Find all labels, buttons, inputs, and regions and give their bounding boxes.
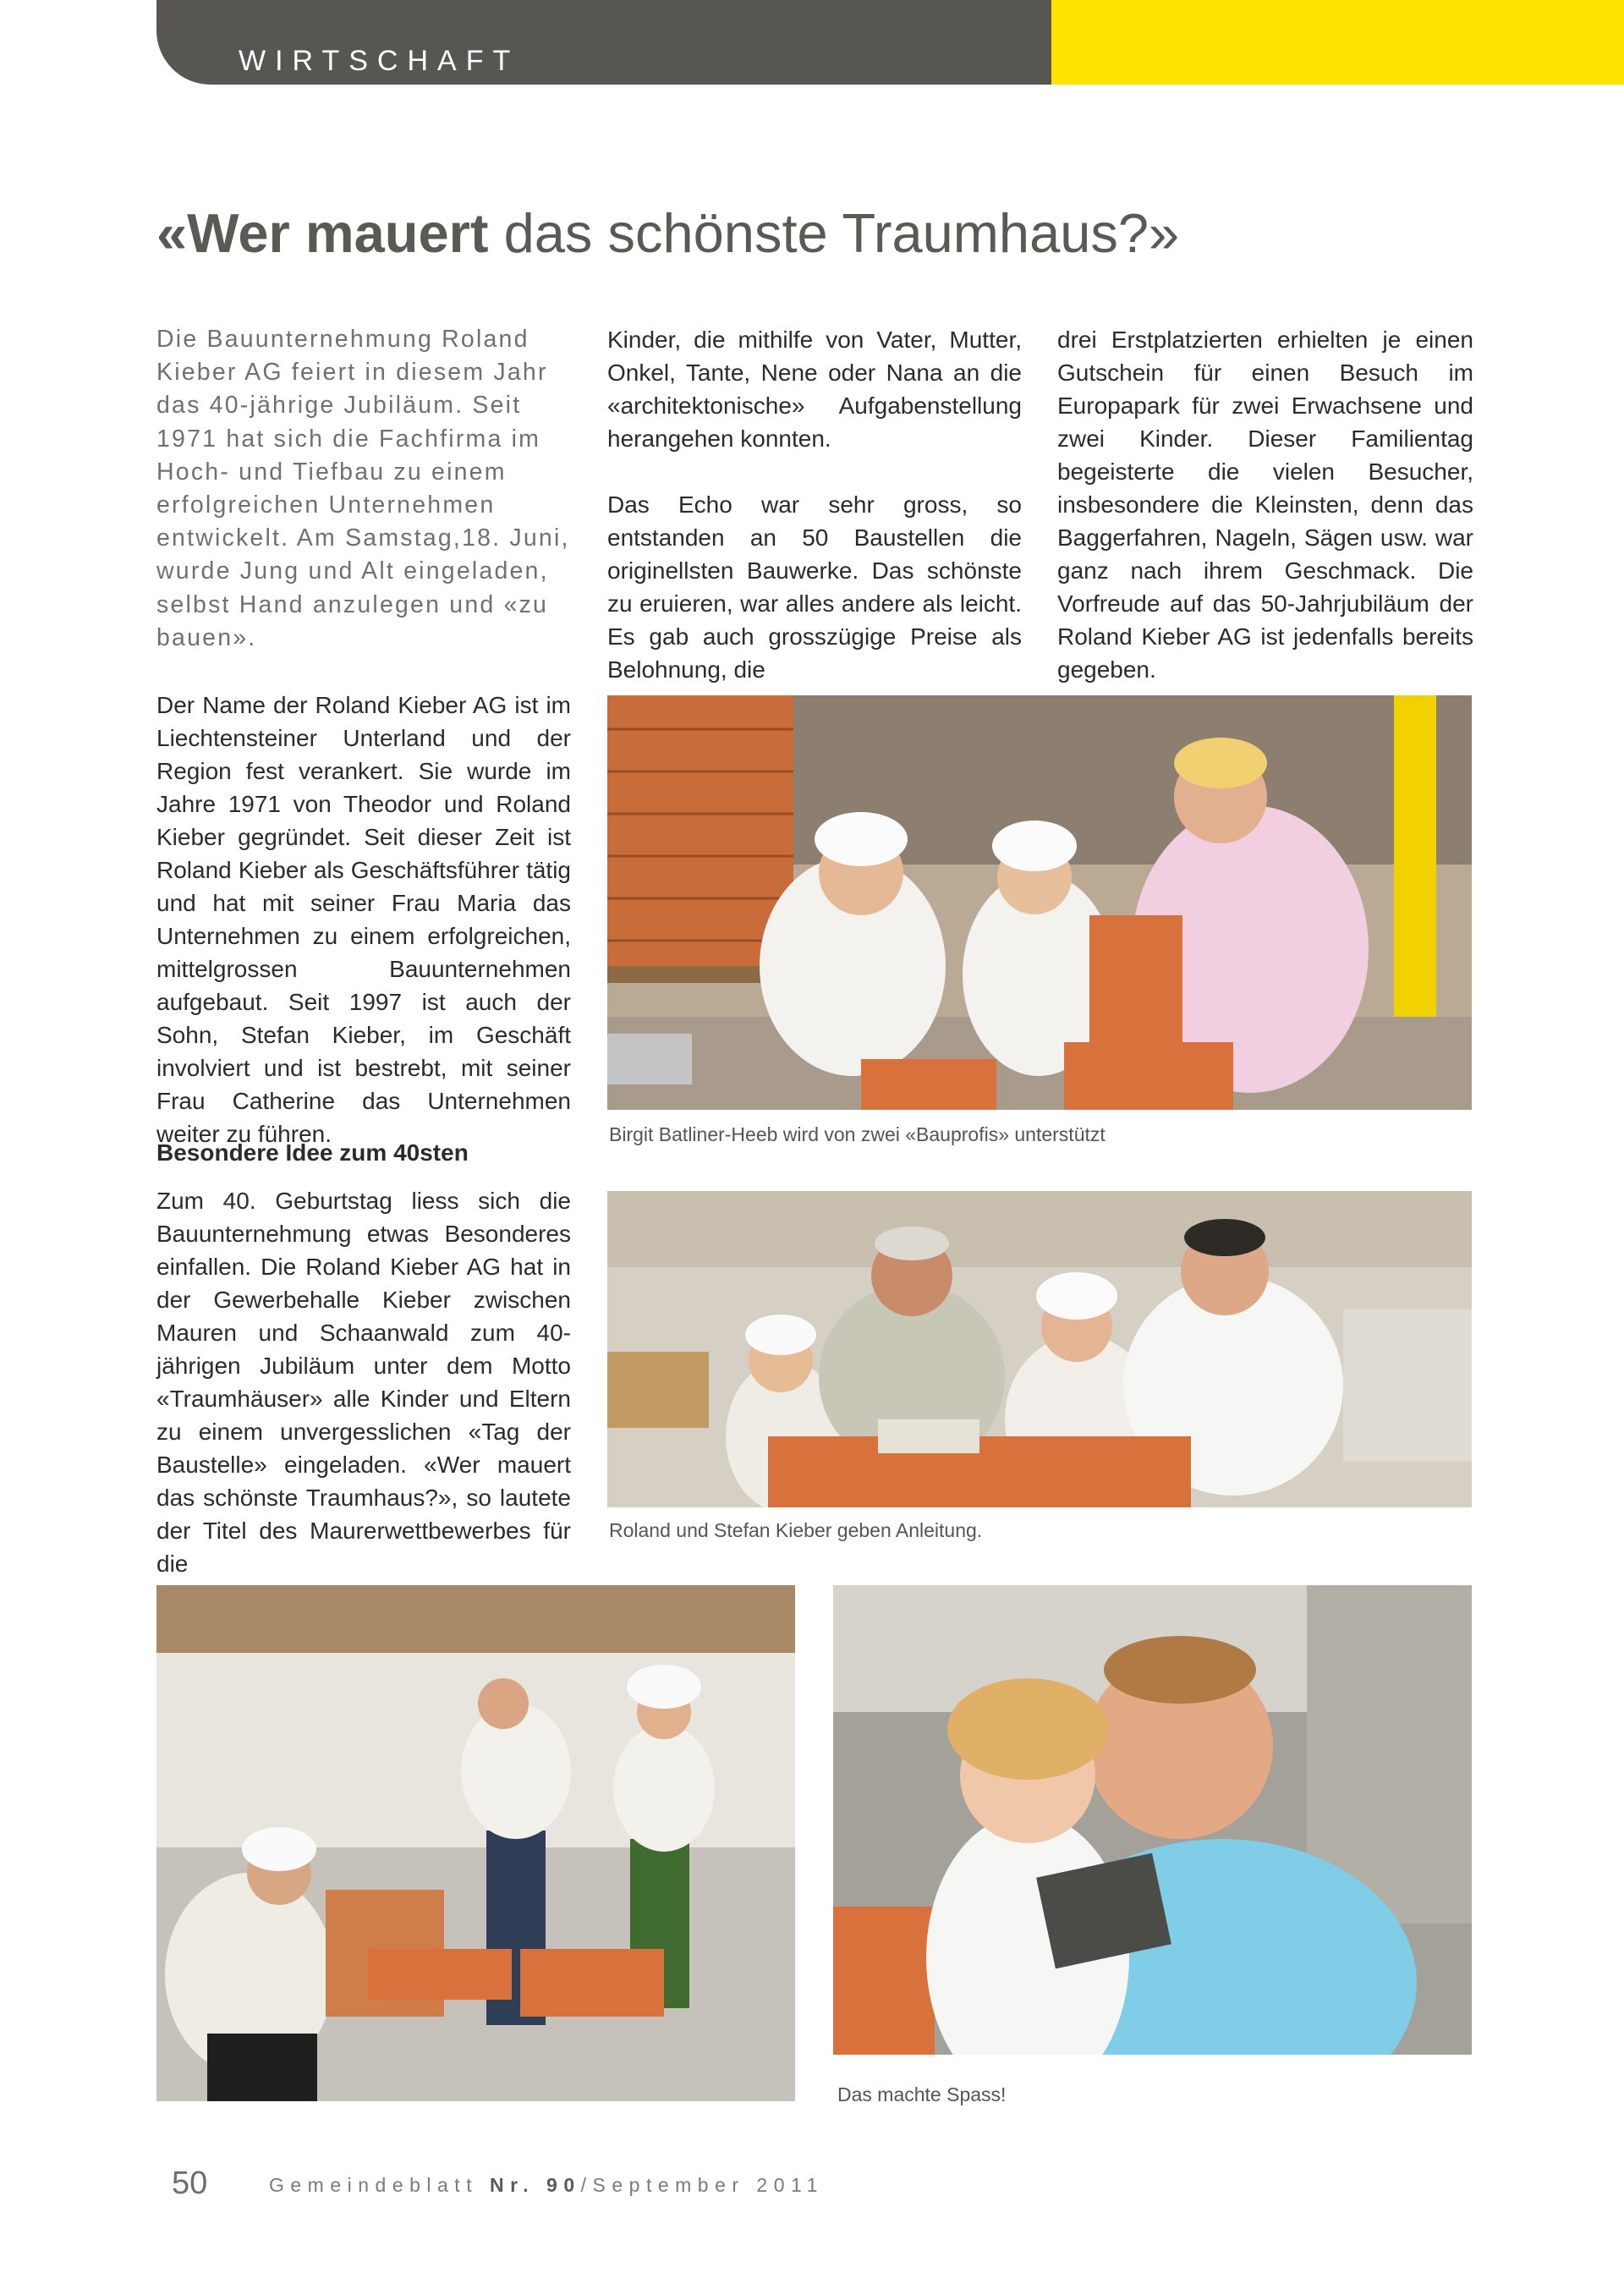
page-number: 50 — [172, 2165, 208, 2201]
photo4-caption: Das machte Spass! — [837, 2083, 1007, 2105]
text-column-2 — [607, 323, 1022, 686]
column1-paragraph1: Der Name der Roland Kieber AG ist im Liechtensteiner Unterland und der Region fest verankert. Sie wurde im Jahre 1971 von Theodor und Roland Kieber gegründet. Seit dieser Zeit ist Roland Kieber als Geschäftsführer tätig und hat mit seiner Frau Maria das Unternehmen zu einem erfolgreichen, mittelgrossen Bauunternehmen aufgebaut. Seit 1997 ist auch der Sohn, Stefan Kieber, im Geschäft involviert und ist bestrebt, mit seiner Frau Catherine das Unternehmen weiter zu führen. — [156, 692, 571, 1147]
lead-paragraph: Die Bauunternehmung Roland Kieber AG feiert in diesem Jahr das 40-jährige Jubiläum. Seit 1971 hat sich die Fachfirma im Hoch- und Tiefbau zu einem erfolgreichen Unternehmen entwickelt. Am Samstag,18. Juni, wurde Jung und Alt eingeladen, selbst Hand anzulegen und «zu bauen». — [156, 326, 570, 651]
footer-publication — [269, 2174, 824, 2197]
photo-roland-stefan-kieber — [607, 1191, 1472, 1507]
issue-date: /September 2011 — [580, 2174, 824, 2196]
photo-brick-structures — [156, 1585, 795, 2101]
issue-number: Nr. 90 — [489, 2174, 581, 2196]
photo1-caption: Birgit Batliner-Heeb wird von zwei «Bauprofis» unterstützt — [609, 1123, 1106, 1145]
photo2-caption: Roland und Stefan Kieber geben Anleitung. — [609, 1519, 983, 1541]
subheading: Besondere Idee zum 40sten — [156, 1139, 469, 1166]
column2-paragraph2: Das Echo war sehr gross, so entstanden an 50 Baustellen die originellsten Bauwerke. Das schönste zu eruieren, war alles andere als leicht. Es gab auch grosszügige Preise als Belohnung, die — [607, 491, 1022, 683]
text-column-1-continued — [156, 1184, 571, 1580]
headline-rest: das schönste Traumhaus?» — [488, 202, 1180, 264]
section-label: WIRTSCHAFT — [239, 45, 520, 77]
publication-name: Gemeindeblatt — [269, 2174, 479, 2196]
article-headline — [156, 200, 1510, 267]
text-column-1 — [156, 689, 571, 1150]
column3-paragraph1: drei Erstplatzierten erhielten je einen Gutschein für einen Besuch im Europapark für zwei Erwachsene und zwei Kinder. Dieser Familientag begeisterte die vielen Besucher, insbesondere die Kleinsten, denn das Baggerfahren, Nageln, Sägen usw. war ganz nach ihrem Geschmack. Die Vorfreude auf das 50-Jahrjubiläum der Roland Kieber AG ist jedenfalls bereits gegeben. — [1057, 327, 1473, 683]
photo-children-with-birgit — [607, 695, 1472, 1110]
column2-paragraph1: Kinder, die mithilfe von Vater, Mutter, Onkel, Tante, Nene oder Nana an die «architektonische» Aufgabenstellung herangehen konnten. — [607, 327, 1022, 452]
photo-man-with-child — [833, 1585, 1472, 2055]
column1-paragraph2: Zum 40. Geburtstag liess sich die Bauunternehmung etwas Besonderes einfallen. Die Roland Kieber AG hat in der Gewerbehalle Kieber zwischen Mauren und Schaanwald zum 40-jährigen Jubiläum unter dem Motto «Traumhäuser» alle Kinder und Eltern zu einem unvergesslichen «Tag der Baustelle» eingeladen. «Wer mauert das schönste Traumhaus?», so lautete der Titel des Maurerwettbewerbes für die — [156, 1188, 571, 1577]
text-column-3 — [1057, 323, 1473, 686]
headline-bold: «Wer mauert — [156, 202, 489, 264]
accent-yellow-band — [1051, 0, 1624, 85]
